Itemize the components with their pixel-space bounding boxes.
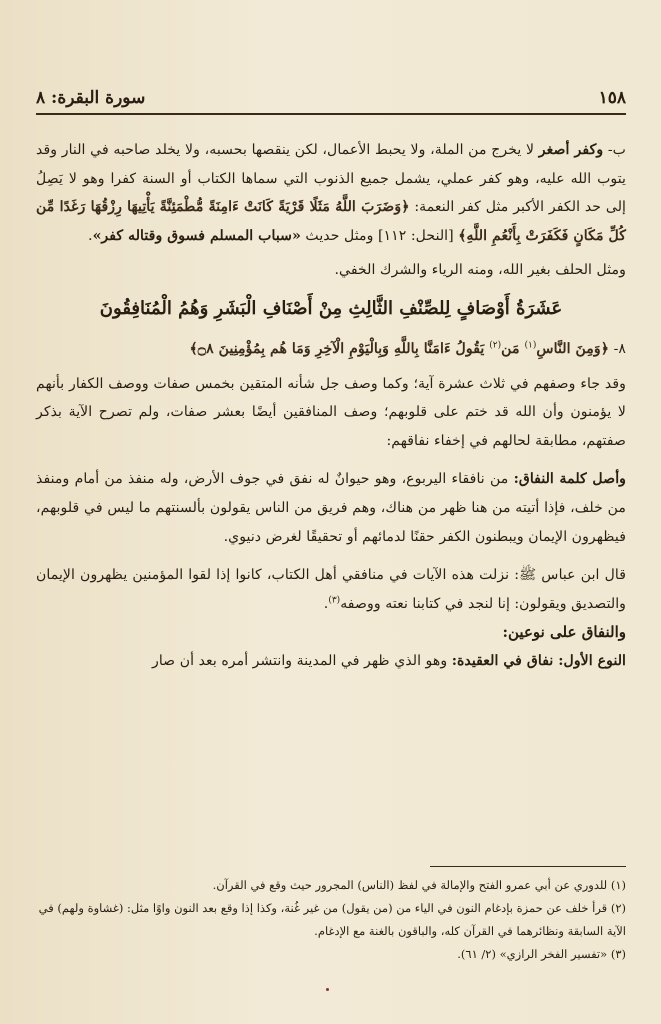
paragraph-examples: ومثل الحلف بغير الله، ومنه الرياء والشرك الخفي. <box>334 262 626 279</box>
footnote-3: (٣) «تفسير الفخر الرازي» (٢/ ٦١). <box>457 947 626 961</box>
sub-heading-types: والنفاق على نوعين: <box>502 623 626 642</box>
section-heading: عَشَرَةُ أَوْصَافٍ لِلصِّنْفِ الثَّالِثِ مِنْ أَصْنَافِ الْبَشَرِ وَهُمُ الْمُنَافِقُونَ <box>99 297 563 319</box>
paragraph-minor-kufr: ب- وكفر أصغر لا يخرج من الملة، ولا يحبط الأعمال، لكن ينقصها بحسبه، ولا يخلد صاحبه في النار وقد يتوب الله عليه، وهو كفر عملي، يشمل جميع الذنوب التي سماها الكتاب أو السنة كفرا وهو لا يَصِلُ إلى حد الكفر الأكبر مثل كفر النعمة: ﴿وَضَرَبَ اللَّهُ مَثَلًا قَرْيَةً كَانَتْ ءَامِنَةً مُّطْمَئِنَّةً يَأْتِيهَا رِزْقُهَا رَغَدًا مِّن كُلِّ مَكَانٍ فَكَفَرَتْ بِأَنْعُمِ اللَّهِ﴾ [النحل: ١١٢] ومثل حديث «سباب المسلم فسوق وقتاله كفر». <box>36 142 626 244</box>
hadith-quote: «سباب المسلم فسوق وقتاله كفر» <box>92 227 301 244</box>
footnote-divider <box>430 866 626 867</box>
header-divider <box>36 113 626 115</box>
footnote-ref-2: (٢) <box>489 340 502 351</box>
verse-8: ٨- ﴿وَمِنَ النَّاسِ$^{(١)}$ مَن$^{(٢)}$ يَقُولُ ءَامَنَّا بِاللَّهِ وَبِالْيَوْمِ الْآخِرِ وَمَا هُم بِمُؤْمِنِينَ ۝٨﴾ <box>189 340 626 357</box>
page-header <box>36 88 626 114</box>
running-title: سورة البقرة: ٨ <box>36 88 146 108</box>
paragraph-type-one: النوع الأول: نفاق في العقيدة: وهو الذي ظهر في المدينة وانتشر أمره بعد أن صار <box>151 652 626 669</box>
term-origin-nifaq: وأصل كلمة النفاق: <box>513 471 627 488</box>
footnote-ref-3: (٣) <box>328 594 341 605</box>
term-type-one: النوع الأول: نفاق في العقيدة: <box>451 652 626 669</box>
page-number: ١٥٨ <box>598 88 626 108</box>
footnotes <box>36 874 626 966</box>
page-mark <box>326 988 329 991</box>
paragraph-description: وقد جاء وصفهم في ثلاث عشرة آية؛ وكما وصف جل شأنه المتقين بخمس صفات ووصف الكفار بأنهم لا يؤمنون وأن الله قد ختم على قلوبهم؛ وصف المنافقين أيضًا بعشر صفات، ولم تصرح الآية بذكر صفتهم، مطابقة لحالهم في إخفاء نفاقهم: <box>36 375 626 449</box>
footnote-1: (١) للدوري عن أبي عمرو الفتح والإمالة في لفظ (الناس) المجرور حيث وقع في القرآن. <box>212 878 626 892</box>
paragraph-origin-nifaq: وأصل كلمة النفاق: من نافقاء اليربوع، وهو حيوانٌ له نفق في جوف الأرض، وله منفذ من أمام ومنفذ من خلف، فإذا أتيته من هنا ظهر من هناك، وهم فريق من الناس يقولون بألسنتهم ما ليس في قلوبهم، فيظهرون الإيمان ويبطنون الكفر حقنًا لدمائهم أو تحقيقًا لغرض دنيوي. <box>36 471 627 545</box>
quran-quote-nahl: ﴿وَضَرَبَ اللَّهُ مَثَلًا قَرْيَةً كَانَتْ ءَامِنَةً مُّطْمَئِنَّةً يَأْتِيهَا رِزْقُهَا رَغَدًا مِّن كُلِّ مَكَانٍ فَكَفَرَتْ بِأَنْعُمِ اللَّهِ﴾ <box>36 199 626 244</box>
paragraph-ibn-abbas: قال ابن عباس ﷺ: نزلت هذه الآيات في منافقي أهل الكتاب، كانوا إذا لقوا المؤمنين يظهرون الإيمان والتصديق ويقولون: إنا لنجد في كتابنا نعته ووصفه$^{(٣)}$. <box>36 567 626 612</box>
footnote-2: (٢) قرأ خلف عن حمزة بإدغام النون في الياء من (من يقول) من غير غُنة، وكذا إذا وقع بعد النون واوًا مثل: (غشاوة ولهم) في الآية السابقة ونظائرهما في القرآن كله، والباقون بالغنة مع الإدغام. <box>38 901 626 938</box>
term-minor-kufr: وكفر أصغر <box>538 142 604 158</box>
footnote-ref-1: (١) <box>524 340 537 351</box>
main-text <box>36 136 626 676</box>
